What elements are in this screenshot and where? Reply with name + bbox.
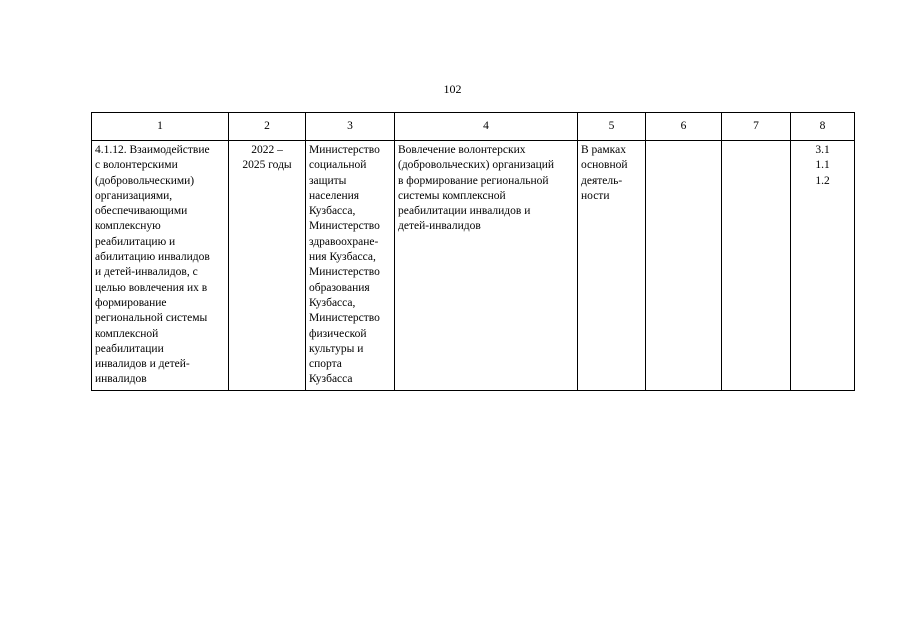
header-cell-4: 4 <box>395 113 578 141</box>
header-cell-5: 5 <box>578 113 646 141</box>
cell-text-line: (добровольческими) <box>95 174 195 187</box>
cell-text-line: населения <box>309 189 360 202</box>
cell-text-line: Вовлечение волонтерских <box>398 144 526 156</box>
cell-text-line: 3.1 <box>815 144 830 156</box>
indicator-links-cell <box>791 141 855 391</box>
cell-text-line: Кузбасса, <box>309 296 356 309</box>
cell-text-line: системы комплексной <box>398 189 506 202</box>
header-cell-2: 2 <box>229 113 306 141</box>
cell-text-line: реабилитации <box>95 342 164 355</box>
cell-text-line: инвалидов <box>95 373 147 386</box>
cell-text-line: социальной <box>309 159 367 172</box>
measure-name-cell <box>92 141 229 391</box>
header-cell-3: 3 <box>306 113 395 141</box>
column-7-cell <box>722 141 791 391</box>
cell-text-line: В рамках <box>581 144 626 156</box>
cell-text-line: организациями, <box>95 189 173 202</box>
header-cell-8: 8 <box>791 113 855 141</box>
cell-text-line: здравоохране- <box>309 235 379 248</box>
cell-text-line: культуры и <box>309 342 364 355</box>
header-cell-7: 7 <box>722 113 791 141</box>
cell-text-line: 1.1 <box>815 159 830 172</box>
cell-text-line: детей-инвалидов <box>398 220 481 233</box>
cell-text-line: Кузбасса <box>309 373 353 386</box>
cell-text-line: с волонтерскими <box>95 159 178 172</box>
period-cell <box>229 141 306 391</box>
measures-table <box>91 112 855 391</box>
expected-result-cell <box>395 141 578 391</box>
cell-text-line: целью вовлечения их в <box>95 281 208 294</box>
cell-text-line: инвалидов и детей- <box>95 358 190 371</box>
column-6-cell <box>646 141 722 391</box>
cell-text-line: образования <box>309 281 370 294</box>
page-number: 102 <box>443 82 462 96</box>
cell-text-line: Министерство <box>309 266 380 279</box>
cell-text-line: 2025 годы <box>242 159 292 172</box>
table-row <box>92 141 855 391</box>
cell-text-line: комплексную <box>95 220 161 233</box>
executors-cell <box>306 141 395 391</box>
header-cell-6: 6 <box>646 113 722 141</box>
cell-text-line: спорта <box>309 358 342 371</box>
cell-text-line: абилитацию инвалидов <box>95 251 210 264</box>
cell-text-line: обеспечивающими <box>95 205 188 218</box>
cell-text-line: деятель- <box>581 174 623 187</box>
cell-text-line: формирование <box>95 296 167 309</box>
cell-text-line: 2022 – <box>251 144 283 156</box>
cell-text-line: Министерство <box>309 144 380 156</box>
cell-text-line: реабилитацию и <box>95 235 176 248</box>
cell-text-line: реабилитации инвалидов и <box>398 205 531 218</box>
cell-text-line: 1.2 <box>815 174 830 187</box>
cell-text-line: (добровольческих) организаций <box>398 159 555 172</box>
cell-text-line: защиты <box>309 174 347 187</box>
cell-text-line: ния Кузбасса, <box>309 251 376 264</box>
header-row <box>92 113 855 141</box>
cell-text-line: комплексной <box>95 327 159 340</box>
cell-text-line: региональной системы <box>95 312 208 325</box>
funding-cell <box>578 141 646 391</box>
cell-text-line: Кузбасса, <box>309 205 356 218</box>
cell-text-line: в формирование региональной <box>398 174 549 187</box>
cell-text-line: Министерство <box>309 220 380 233</box>
cell-text-line: физической <box>309 327 367 340</box>
cell-text-line: Министерство <box>309 312 380 325</box>
cell-text-line: и детей-инвалидов, с <box>95 266 198 279</box>
cell-text-line: ности <box>581 189 610 202</box>
cell-text-line: основной <box>581 159 628 172</box>
header-cell-1: 1 <box>92 113 229 141</box>
cell-text-line: 4.1.12. Взаимодействие <box>95 144 210 156</box>
